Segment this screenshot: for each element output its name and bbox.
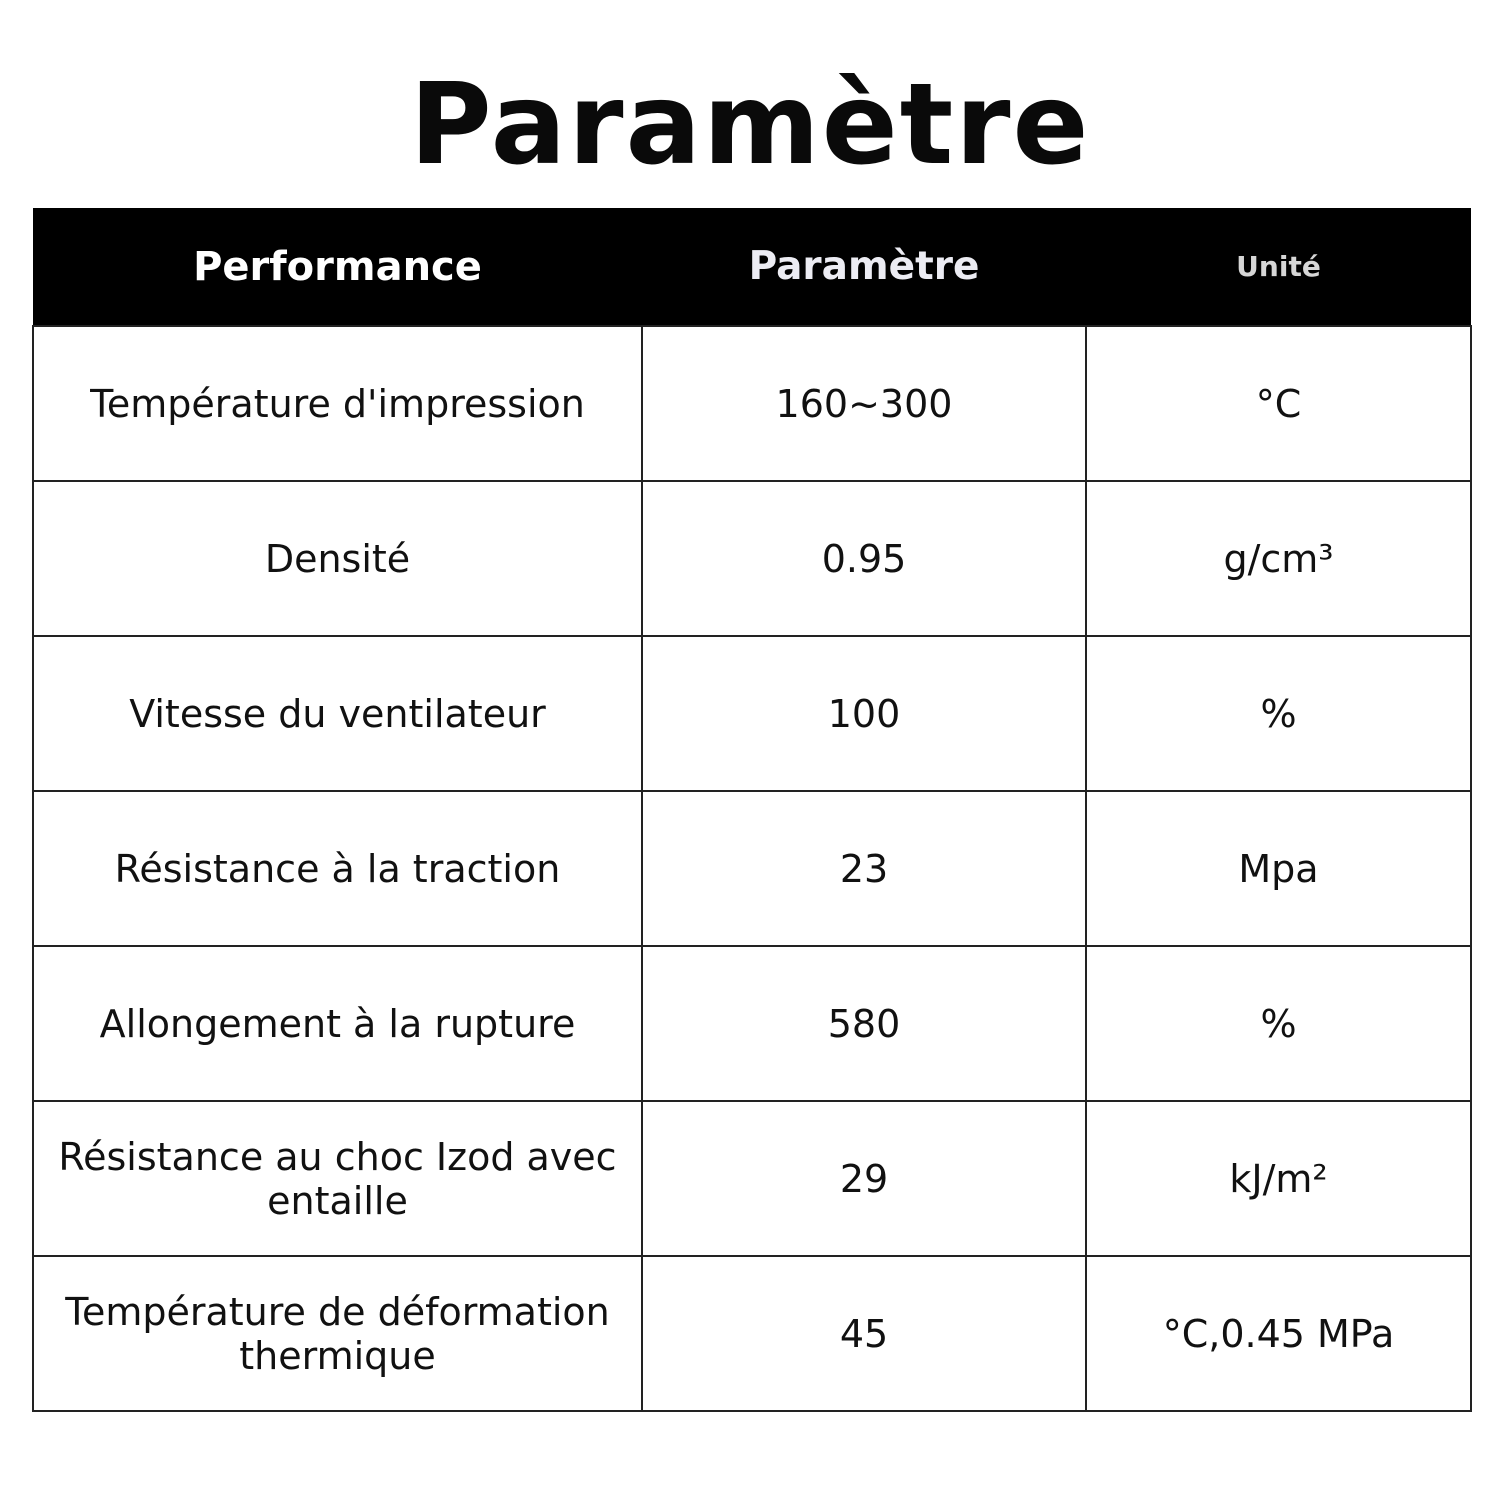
table-row — [33, 1101, 1471, 1256]
performance-cell: Température de déformation thermique — [33, 1256, 642, 1411]
table-body — [33, 326, 1471, 1411]
column-header-unite: Unité — [1086, 208, 1471, 326]
table-row — [33, 326, 1471, 481]
performance-cell: Résistance à la traction — [33, 791, 642, 946]
unite-cell: °C,0.45 MPa — [1086, 1256, 1471, 1411]
table-row — [33, 636, 1471, 791]
column-header-performance: Performance — [33, 208, 642, 326]
unite-cell: °C — [1086, 326, 1471, 481]
parametre-cell: 29 — [642, 1101, 1086, 1256]
parametre-cell: 160~300 — [642, 326, 1086, 481]
performance-cell: Vitesse du ventilateur — [33, 636, 642, 791]
unite-cell: % — [1086, 946, 1471, 1101]
parametre-cell: 580 — [642, 946, 1086, 1101]
page-title: Paramètre — [409, 60, 1091, 190]
parametre-cell: 23 — [642, 791, 1086, 946]
unite-cell: Mpa — [1086, 791, 1471, 946]
performance-cell: Densité — [33, 481, 642, 636]
table-header-row — [33, 208, 1471, 326]
parametre-cell: 0.95 — [642, 481, 1086, 636]
table-header — [33, 208, 1471, 326]
table-row — [33, 481, 1471, 636]
table-row — [33, 1256, 1471, 1411]
unite-cell: % — [1086, 636, 1471, 791]
parametre-cell: 45 — [642, 1256, 1086, 1411]
performance-cell: Température d'impression — [33, 326, 642, 481]
table-row — [33, 946, 1471, 1101]
unite-cell: g/cm³ — [1086, 481, 1471, 636]
column-header-parametre: Paramètre — [642, 208, 1086, 326]
unite-cell: kJ/m² — [1086, 1101, 1471, 1256]
table-row — [33, 791, 1471, 946]
parameter-table — [32, 208, 1472, 1412]
performance-cell: Allongement à la rupture — [33, 946, 642, 1101]
parametre-cell: 100 — [642, 636, 1086, 791]
performance-cell: Résistance au choc Izod avec entaille — [33, 1101, 642, 1256]
